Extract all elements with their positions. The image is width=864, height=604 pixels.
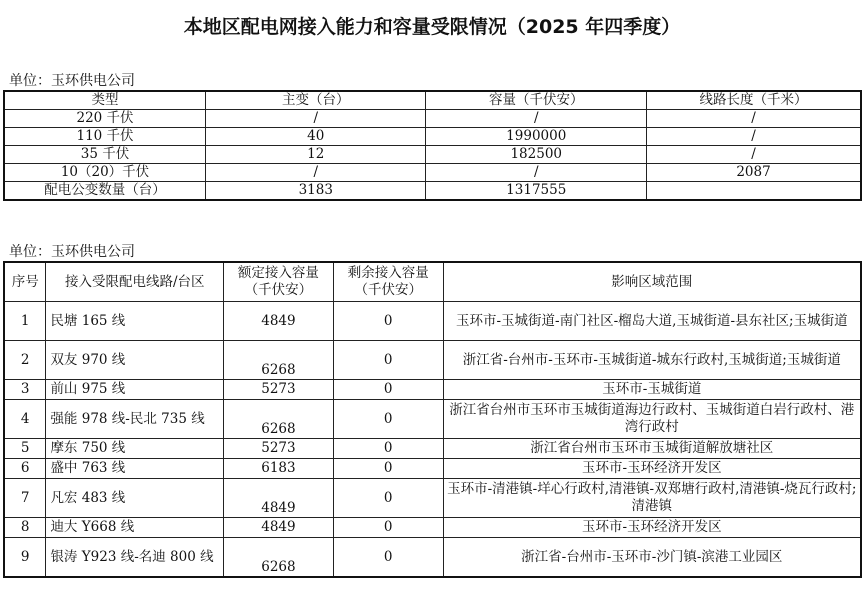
table-cell: 6268 <box>224 400 334 439</box>
restricted-lines-table <box>3 261 862 578</box>
header-cell: 接入受限配电线路/台区 <box>46 262 224 302</box>
table-cell: 4849 <box>224 479 334 518</box>
table-cell: 玉环市-玉环经济开发区 <box>443 518 861 538</box>
table-cell: / <box>206 164 426 182</box>
table-cell: 玉环市-玉城街道 <box>443 380 861 400</box>
header-cell: 主变（台） <box>206 91 426 110</box>
table-cell: 1990000 <box>426 128 647 146</box>
table-cell: 凡宏 483 线 <box>46 479 224 518</box>
table-cell: 0 <box>333 538 443 578</box>
table-cell: 玉环市-清港镇-垟心行政村,清港镇-双郑塘行政村,清港镇-烧瓦行政村;清港镇 <box>443 479 861 518</box>
table-cell: 5273 <box>224 380 334 400</box>
table-row <box>4 164 861 182</box>
header-cell: 线路长度（千米） <box>647 91 862 110</box>
table-row <box>4 380 861 400</box>
table-cell: 玉环市-玉城街道-南门社区-榴岛大道,玉城街道-县东社区;玉城街道 <box>443 302 861 341</box>
table-cell: 盛中 763 线 <box>46 459 224 479</box>
table-row <box>4 518 861 538</box>
table-row <box>4 400 861 439</box>
table-cell: / <box>647 146 862 164</box>
unit-label-1: 单位：玉环供电公司 <box>9 73 135 89</box>
capacity-summary-table <box>3 90 862 201</box>
table-cell: / <box>647 110 862 128</box>
table-cell: 前山 975 线 <box>46 380 224 400</box>
table-cell: 浙江省台州市玉环市玉城街道解放塘社区 <box>443 439 861 459</box>
table-cell: 2087 <box>647 164 862 182</box>
table-cell: 双友 970 线 <box>46 341 224 380</box>
table-cell: 4849 <box>224 518 334 538</box>
page-title: 本地区配电网接入能力和容量受限情况（2025 年四季度） <box>183 16 681 38</box>
table-cell: 6268 <box>224 538 334 578</box>
table-cell: 0 <box>333 518 443 538</box>
table-cell: 民塘 165 线 <box>46 302 224 341</box>
table-cell: 浙江省台州市玉环市玉城街道海边行政村、玉城街道白岩行政村、港湾行政村 <box>443 400 861 439</box>
table-cell: 玉环市-玉环经济开发区 <box>443 459 861 479</box>
table-cell: 0 <box>333 341 443 380</box>
table-cell: 迪大 Y668 线 <box>46 518 224 538</box>
table-row <box>4 302 861 341</box>
table-row <box>4 128 861 146</box>
table-cell: 2 <box>4 341 46 380</box>
header-cell: 额定接入容量（千伏安） <box>224 262 334 302</box>
header-cell: 类型 <box>4 91 206 110</box>
table-cell: 4 <box>4 400 46 439</box>
table-cell: 0 <box>333 439 443 459</box>
table-cell: 220 千伏 <box>4 110 206 128</box>
table-cell: 银涛 Y923 线-名迪 800 线 <box>46 538 224 578</box>
table-row <box>4 439 861 459</box>
table-cell: / <box>206 110 426 128</box>
table-header-row <box>4 262 861 302</box>
table-row <box>4 459 861 479</box>
table-row <box>4 341 861 380</box>
table-cell: 6 <box>4 459 46 479</box>
table-cell: 浙江省-台州市-玉环市-玉城街道-城东行政村,玉城街道;玉城街道 <box>443 341 861 380</box>
table-cell: / <box>426 164 647 182</box>
table-header-row <box>4 91 861 110</box>
table-row <box>4 182 861 201</box>
table-row <box>4 146 861 164</box>
table-row <box>4 479 861 518</box>
table-cell: 9 <box>4 538 46 578</box>
table-cell: 1317555 <box>426 182 647 201</box>
table-cell: 6268 <box>224 341 334 380</box>
table-row <box>4 110 861 128</box>
table-cell: 0 <box>333 479 443 518</box>
table-cell: / <box>647 128 862 146</box>
table-cell: 10（20）千伏 <box>4 164 206 182</box>
unit-label-2: 单位：玉环供电公司 <box>9 244 135 260</box>
table-cell: 7 <box>4 479 46 518</box>
header-cell: 容量（千伏安） <box>426 91 647 110</box>
table-cell: 8 <box>4 518 46 538</box>
table-cell: 摩东 750 线 <box>46 439 224 459</box>
table-cell: 浙江省-台州市-玉环市-沙门镇-滨港工业园区 <box>443 538 861 578</box>
table-cell: 3 <box>4 380 46 400</box>
header-cell: 序号 <box>4 262 46 302</box>
table-cell: 0 <box>333 380 443 400</box>
table-cell: 配电公变数量（台） <box>4 182 206 201</box>
table-cell <box>647 182 862 201</box>
table-cell: 40 <box>206 128 426 146</box>
table-cell: 0 <box>333 302 443 341</box>
table-cell: / <box>426 110 647 128</box>
table-cell: 35 千伏 <box>4 146 206 164</box>
table-cell: 0 <box>333 459 443 479</box>
table-cell: 182500 <box>426 146 647 164</box>
header-cell: 影响区域范围 <box>443 262 861 302</box>
table-cell: 5 <box>4 439 46 459</box>
table-cell: 强能 978 线-民北 735 线 <box>46 400 224 439</box>
table-cell: 5273 <box>224 439 334 459</box>
table-cell: 1 <box>4 302 46 341</box>
table-cell: 4849 <box>224 302 334 341</box>
table-cell: 6183 <box>224 459 334 479</box>
table-cell: 12 <box>206 146 426 164</box>
table-row <box>4 538 861 578</box>
header-cell: 剩余接入容量（千伏安） <box>333 262 443 302</box>
table-cell: 0 <box>333 400 443 439</box>
table-cell: 110 千伏 <box>4 128 206 146</box>
table-cell: 3183 <box>206 182 426 201</box>
